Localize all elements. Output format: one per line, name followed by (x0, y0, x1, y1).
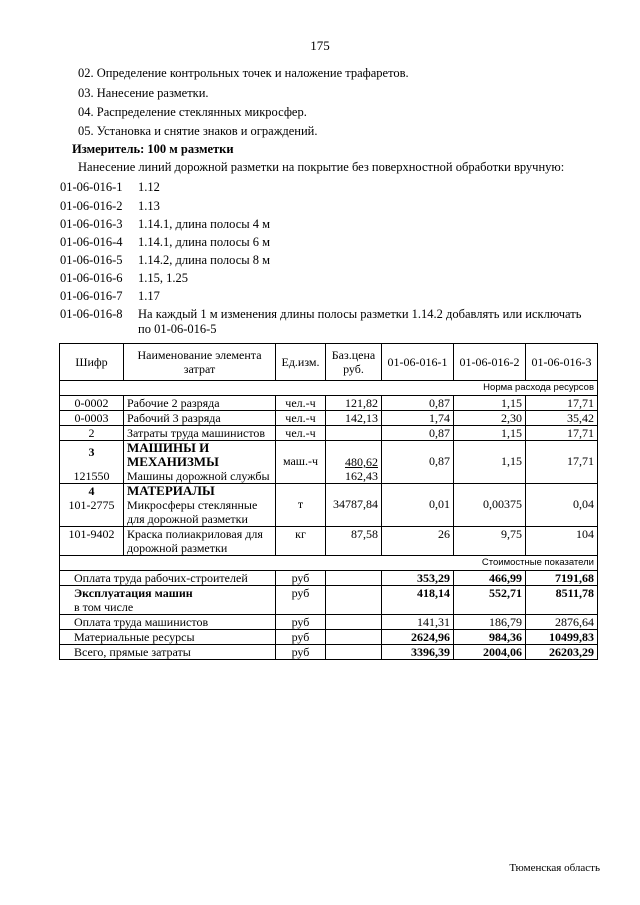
step-line: 05. Установка и снятие знаков и ограждений. (78, 124, 318, 138)
cost-value: 353,29 (382, 571, 454, 586)
cost-name: Материальные ресурсы (60, 630, 276, 645)
cell-code: 101-2775 (68, 498, 115, 512)
col-header: 01-06-016-1 (382, 344, 454, 381)
group-number: 3 (88, 445, 95, 459)
col-header: 01-06-016-2 (454, 344, 526, 381)
cost-unit: руб (276, 630, 326, 645)
table-header-row (60, 344, 598, 381)
cost-subnote: в том числе (74, 600, 134, 614)
group-title: МАТЕРИАЛЫ (127, 483, 215, 498)
intro-text: Нанесение линий дорожной разметки на покрытие без поверхностной обработки вручную: (78, 160, 565, 174)
group-number: 4 (88, 484, 95, 498)
section-label: Норма расхода ресурсов (60, 381, 598, 396)
cell-value: 17,71 (526, 396, 598, 411)
table-row (60, 396, 598, 411)
cell-code-group (60, 441, 124, 484)
cost-unit: руб (276, 571, 326, 586)
cell-value: 1,15 (454, 426, 526, 441)
cell-unit: чел.-ч (276, 396, 326, 411)
cost-value: 2624,96 (382, 630, 454, 645)
measure-unit: Измеритель: 100 м разметки (72, 142, 234, 156)
table-row (60, 527, 598, 556)
cell-value: 17,71 (526, 426, 598, 441)
cell-code: 0-0002 (60, 396, 124, 411)
cost-value: 418,14 (382, 586, 454, 615)
cost-row (60, 630, 598, 645)
code-label: 01-06-016-3 (60, 217, 123, 231)
cell-unit: кг (276, 527, 326, 556)
cost-row (60, 615, 598, 630)
col-header: Наименование элемента затрат (124, 344, 276, 381)
col-header: Шифр (60, 344, 124, 381)
table-row (60, 426, 598, 441)
cell-price: 142,13 (326, 411, 382, 426)
cost-name-group (60, 586, 276, 615)
step-line: 03. Нанесение разметки. (78, 86, 209, 100)
code-label: 01-06-016-7 (60, 289, 123, 303)
price-secondary: 162,43 (345, 469, 378, 483)
cost-unit: руб (276, 615, 326, 630)
code-label: 01-06-016-6 (60, 271, 123, 285)
section-row (60, 381, 598, 396)
cell-code-group (60, 484, 124, 527)
cell-value: 1,15 (454, 396, 526, 411)
cost-value: 141,31 (382, 615, 454, 630)
col-header: Ед.изм. (276, 344, 326, 381)
cell-unit: т (276, 484, 326, 527)
table-row (60, 411, 598, 426)
cell-name: Краска полиакриловая для дорожной разметки (124, 527, 276, 556)
cost-value: 8511,78 (526, 586, 598, 615)
cell-value: 104 (526, 527, 598, 556)
cell-unit: чел.-ч (276, 426, 326, 441)
cost-value: 186,79 (454, 615, 526, 630)
cost-row-total (60, 645, 598, 660)
cell-value: 0,04 (526, 484, 598, 527)
col-header: 01-06-016-3 (526, 344, 598, 381)
code-desc: 1.14.1, длина полосы 6 м (138, 235, 271, 249)
step-line: 04. Распределение стеклянных микросфер. (78, 105, 307, 119)
cell-price: 121,82 (326, 396, 382, 411)
cell-code: 2 (60, 426, 124, 441)
footer-region: Тюменская область (509, 862, 600, 874)
code-desc: 1.13 (138, 199, 160, 213)
cell-code: 101-9402 (60, 527, 124, 556)
cell-code: 0-0003 (60, 411, 124, 426)
cell-value: 0,87 (382, 426, 454, 441)
cost-value: 552,71 (454, 586, 526, 615)
cell-value: 0,01 (382, 484, 454, 527)
code-label: 01-06-016-5 (60, 253, 123, 267)
cost-value: 7191,68 (526, 571, 598, 586)
cell-price: 34787,84 (326, 484, 382, 527)
cell-value: 2,30 (454, 411, 526, 426)
cell-value: 0,87 (382, 441, 454, 484)
cell-name-group (124, 484, 276, 527)
cost-unit: руб (276, 586, 326, 615)
cell-value: 0,00375 (454, 484, 526, 527)
cell-value: 9,75 (454, 527, 526, 556)
code-label: 01-06-016-4 (60, 235, 123, 249)
cell-value: 35,42 (526, 411, 598, 426)
cost-value: 2876,64 (526, 615, 598, 630)
cell-name: Рабочие 2 разряда (124, 396, 276, 411)
cell-name: Затраты труда машинистов (124, 426, 276, 441)
code-desc: 1.14.1, длина полосы 4 м (138, 217, 271, 231)
cost-empty (326, 630, 382, 645)
cell-value: 1,74 (382, 411, 454, 426)
cell-unit: маш.-ч (276, 441, 326, 484)
price-primary: 480,62 (345, 455, 378, 469)
cost-empty (326, 615, 382, 630)
section-label: Стоимостные показатели (60, 556, 598, 571)
cost-empty (326, 586, 382, 615)
resource-norms-table (59, 343, 598, 660)
cell-value: 26 (382, 527, 454, 556)
code-desc: На каждый 1 м изменения длины полосы разметки 1.14.2 добавлять или исключать (138, 307, 582, 321)
code-label: 01-06-016-1 (60, 180, 123, 194)
cost-value: 26203,29 (526, 645, 598, 660)
cost-name: Оплата труда машинистов (60, 615, 276, 630)
cost-name: Оплата труда рабочих-строителей (60, 571, 276, 586)
cell-value: 0,87 (382, 396, 454, 411)
cost-value: 3396,39 (382, 645, 454, 660)
cost-name: Всего, прямые затраты (60, 645, 276, 660)
cost-row (60, 586, 598, 615)
cell-name: Машины дорожной службы (127, 469, 270, 483)
cost-unit: руб (276, 645, 326, 660)
code-label: 01-06-016-8 (60, 307, 123, 321)
code-desc: 1.17 (138, 289, 160, 303)
code-desc: 1.14.2, длина полосы 8 м (138, 253, 271, 267)
code-desc-continued: по 01-06-016-5 (138, 322, 217, 336)
page-number: 175 (310, 38, 330, 53)
cell-code: 121550 (73, 469, 110, 483)
section-row (60, 556, 598, 571)
cost-value: 10499,83 (526, 630, 598, 645)
cost-row (60, 571, 598, 586)
cell-name: Микросферы стеклянные для дорожной разметки (127, 498, 258, 526)
cost-value: 2004,06 (454, 645, 526, 660)
table-row (60, 484, 598, 527)
cell-unit: чел.-ч (276, 411, 326, 426)
step-line: 02. Определение контрольных точек и наложение трафаретов. (78, 66, 409, 80)
table-row (60, 441, 598, 484)
cell-price (326, 441, 382, 484)
code-desc: 1.15, 1.25 (138, 271, 188, 285)
cost-value: 466,99 (454, 571, 526, 586)
code-desc: 1.12 (138, 180, 160, 194)
col-header: Баз.цена руб. (326, 344, 382, 381)
code-label: 01-06-016-2 (60, 199, 123, 213)
cell-price (326, 426, 382, 441)
cost-name: Эксплуатация машин (74, 586, 193, 600)
cell-value: 1,15 (454, 441, 526, 484)
cell-name: Рабочий 3 разряда (124, 411, 276, 426)
group-title: МАШИНЫ И МЕХАНИЗМЫ (127, 440, 219, 469)
cost-empty (326, 571, 382, 586)
cost-empty (326, 645, 382, 660)
cell-value: 17,71 (526, 441, 598, 484)
cell-price: 87,58 (326, 527, 382, 556)
cost-value: 984,36 (454, 630, 526, 645)
cell-name-group (124, 441, 276, 484)
